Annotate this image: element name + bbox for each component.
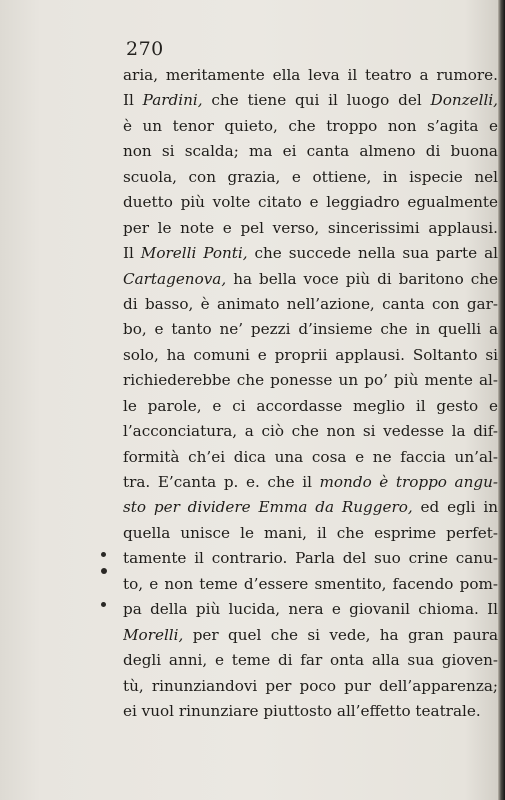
text-run: l’acconciatura, a ciò che non si vedesse la dif- (123, 422, 498, 441)
text-line (123, 597, 498, 622)
text-run: bo, e tanto ne’ pezzi d’insieme che in quelli a (123, 320, 498, 339)
text-run: scuola, con grazia, e ottiene, in ispecie nel (123, 167, 498, 186)
text-line (123, 114, 498, 139)
italic-text: mondo è troppo angu- (319, 473, 498, 491)
page-edge-shadow (498, 0, 505, 800)
text-run: to, e non teme d’essere smentito, facendo pom- (123, 574, 498, 593)
text-line (123, 699, 498, 724)
italic-text: Morelli, (123, 625, 184, 644)
text-run: solo, ha comuni e proprii applausi. Soltanto si (123, 345, 498, 364)
text-line (123, 190, 498, 215)
italic-text: sto per dividere Emma da Ruggero, (123, 498, 413, 517)
text-line (123, 470, 498, 495)
text-line (123, 368, 498, 393)
text-line (123, 88, 498, 113)
text-run: per quel che si vede, ha gran paura (183, 625, 498, 644)
italic-text: Cartagenova, (123, 269, 227, 288)
text-run: duetto più volte citato e leggiadro egualmente (123, 193, 498, 212)
text-line (123, 648, 498, 673)
text-line (123, 267, 498, 292)
text-line (123, 419, 498, 444)
text-line (123, 343, 498, 368)
text-line (123, 495, 498, 520)
text-run: pa della più lucida, nera e giovanil chioma. Il (123, 600, 498, 619)
text-run: ed egli in (412, 498, 498, 517)
text-line (123, 216, 498, 241)
text-line (123, 572, 498, 597)
text-run: ei vuol rinunziare piuttosto all’effetto teatrale. (123, 701, 481, 720)
text-run: tamente il contrario. Parla del suo crine canu- (123, 549, 498, 568)
text-line (123, 139, 498, 164)
text-line (123, 292, 498, 317)
text-run: di basso, è animato nell’azione, canta con gar- (123, 294, 498, 313)
text-line (123, 165, 498, 190)
margin-dot (101, 552, 106, 557)
text-run: è un tenor quieto, che troppo non s’agita e (123, 116, 498, 135)
text-run: aria, meritamente ella leva il teatro a rumore. (123, 66, 498, 84)
text-line (123, 623, 498, 648)
body-text (123, 63, 498, 724)
text-line (123, 63, 498, 88)
text-run: Il (123, 91, 143, 110)
margin-dot (101, 568, 107, 574)
text-line (123, 445, 498, 470)
text-run: le parole, e ci accordasse meglio il gesto e (123, 396, 498, 415)
text-line (123, 241, 498, 266)
text-run: degli anni, e teme di far onta alla sua gioven- (123, 651, 498, 670)
text-line (123, 521, 498, 546)
text-line (123, 674, 498, 699)
text-line (123, 394, 498, 419)
margin-marks (100, 552, 108, 612)
page-number: 270 (126, 38, 164, 60)
text-run: tù, rinunziandovi per poco pur dell’apparenza; (123, 676, 498, 695)
text-line (123, 317, 498, 342)
italic-text: Pardini, (142, 91, 203, 110)
text-run: Il (123, 244, 141, 263)
text-run: non si scalda; ma ei canta almeno di buona (123, 142, 498, 161)
text-run: ha bella voce più di baritono che (226, 269, 498, 288)
margin-dot (101, 602, 106, 607)
text-line (123, 546, 498, 571)
text-run: che tiene qui il luogo del (202, 91, 431, 110)
text-run: tra. E’canta p. e. che il (123, 473, 320, 491)
text-run: formità ch’ei dica una cosa e ne faccia un’al- (123, 447, 498, 466)
text-run: che succede nella sua parte al (247, 244, 498, 263)
italic-text: Morelli Ponti, (140, 244, 248, 263)
italic-text: Donzelli, (430, 91, 498, 110)
text-run: per le note e pel verso, sincerissimi applausi. (123, 218, 498, 237)
text-run: quella unisce le mani, il che esprime perfet- (123, 523, 498, 542)
text-run: richiederebbe che ponesse un po’ più mente al- (123, 371, 498, 390)
